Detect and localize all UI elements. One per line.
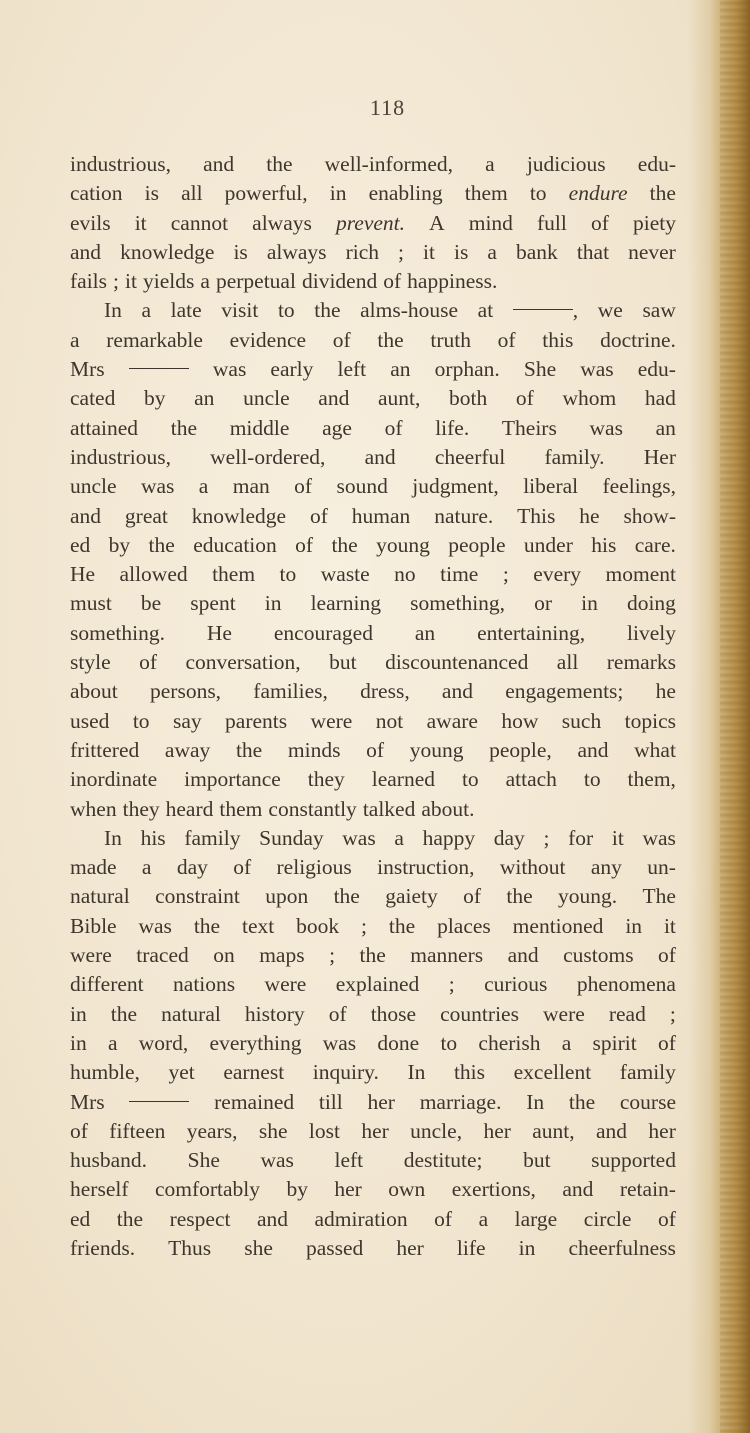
text-line: cation is all powerful, in enabling them to endure the — [70, 181, 676, 206]
text-line: different nations were explained ; curious phenomena — [70, 972, 676, 997]
text-line: inordinate importance they learned to attach to them, — [70, 767, 676, 792]
text-line: He allowed them to waste no time ; every moment — [70, 562, 676, 587]
text-line: Mrs was early left an orphan. She was edu- — [70, 357, 676, 382]
text-line: ed the respect and admiration of a large circle of — [70, 1206, 676, 1231]
text-line: something. He encouraged an entertaining, lively — [70, 620, 676, 645]
text-line: cated by an uncle and aunt, both of whom had — [70, 386, 676, 411]
text-line: a remarkable evidence of the truth of this doctrine. — [70, 327, 676, 352]
text-line: In a late visit to the alms-house at , we saw — [104, 298, 676, 323]
text-line: of fifteen years, she lost her uncle, her aunt, and her — [70, 1118, 676, 1143]
text-line: industrious, well-ordered, and cheerful family. Her — [70, 444, 676, 469]
text-line: industrious, and the well-informed, a judicious edu- — [70, 152, 676, 176]
text-line: style of conversation, but discountenanced all remarks — [70, 650, 676, 675]
text-line: Bible was the text book ; the places mentioned in it — [70, 913, 676, 938]
text-line: must be spent in learning something, or in doing — [70, 591, 676, 616]
text-line: uncle was a man of sound judgment, liberal feelings, — [70, 474, 676, 499]
text-line: Mrs remained till her marriage. In the course — [70, 1089, 676, 1114]
text-line: evils it cannot always prevent. A mind full of piety — [70, 210, 676, 235]
body-text — [70, 150, 676, 1263]
text-line: attained the middle age of life. Theirs was an — [70, 415, 676, 440]
text-line: ed by the education of the young people under his care. — [70, 532, 676, 557]
text-line: and great knowledge of human nature. This he show- — [70, 503, 676, 528]
page-edge-texture — [720, 0, 750, 1433]
text-line: made a day of religious instruction, without any un- — [70, 855, 676, 880]
text-line: humble, yet earnest inquiry. In this excellent family — [70, 1060, 676, 1085]
text-line: in a word, everything was done to cherish a spirit of — [70, 1030, 676, 1055]
text-line: fails ; it yields a perpetual dividend of happiness. — [70, 269, 498, 294]
text-line: herself comfortably by her own exertions, and retain- — [70, 1177, 676, 1202]
text-line: about persons, families, dress, and engagements; he — [70, 679, 676, 704]
text-line: when they heard them constantly talked about. — [70, 796, 475, 821]
text-line: used to say parents were not aware how such topics — [70, 708, 676, 733]
text-line: were traced on maps ; the manners and customs of — [70, 943, 676, 968]
text-line: and knowledge is always rich ; it is a bank that never — [70, 239, 676, 264]
text-line: in the natural history of those countries were read ; — [70, 1001, 676, 1026]
text-line: friends. Thus she passed her life in cheerfulness — [70, 1235, 676, 1260]
text-line: frittered away the minds of young people, and what — [70, 737, 676, 762]
text-line: In his family Sunday was a happy day ; for it was — [104, 825, 676, 850]
text-line: husband. She was left destitute; but supported — [70, 1148, 676, 1173]
page-number: 118 — [369, 95, 406, 120]
text-line: natural constraint upon the gaiety of the young. The — [70, 884, 676, 909]
